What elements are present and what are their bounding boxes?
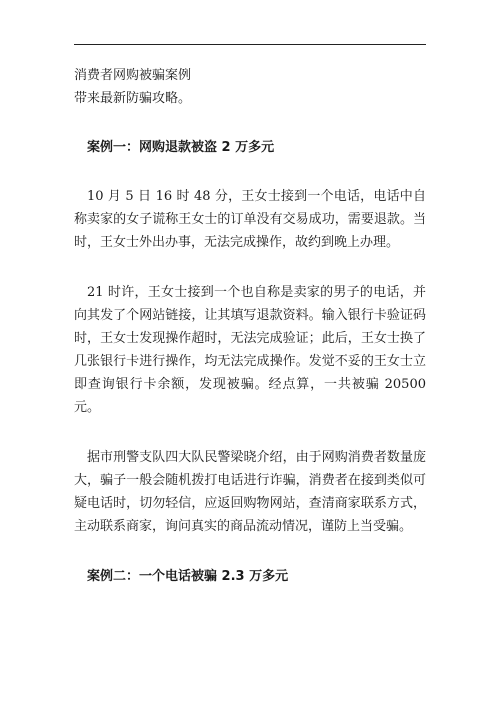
- case2-heading: 案例二：一个电话被骗 2.3 万多元: [87, 569, 289, 584]
- intro-line-2: 带来最新防骗攻略。: [74, 91, 192, 106]
- intro-block: [74, 64, 426, 110]
- case1-paragraph-1: 10 月 5 日 16 时 48 分，王女士接到一个电话，电话中自称卖家的女子谎称王女士的订单没有交易成功，需要退款。当时，王女士外出办事，无法完成操作，故约到晚上办理。: [74, 189, 426, 250]
- document-body: [74, 64, 426, 614]
- case1-paragraph-2: 21 时许，王女士接到一个也自称是卖家的男子的电话，并向其发了个网站链接，让其填写退款资料。输入银行卡验证码时，王女士发现操作超时，无法完成验证；此后，王女士换了几张银行卡进行操作，均无法完成操作。发觉不妥的王女士立即查询银行卡余额，发现被骗。经点算，一共被骗 20500 元。: [74, 285, 426, 415]
- intro-line-1: 消费者网购被骗案例: [74, 68, 192, 83]
- case1-heading: 案例一：网购退款被盗 2 万多元: [87, 140, 275, 155]
- header-rule: [74, 44, 426, 45]
- case1-paragraph-3: 据市刑警支队四大队民警梁晓介绍，由于网购消费者数量庞大，骗子一般会随机拨打电话进行诈骗，消费者在接到类似可疑电话时，切勿轻信，应返回购物网站，查清商家联系方式，主动联系商家，询问真实的商品流动情况，谨防上当受骗。: [74, 450, 426, 534]
